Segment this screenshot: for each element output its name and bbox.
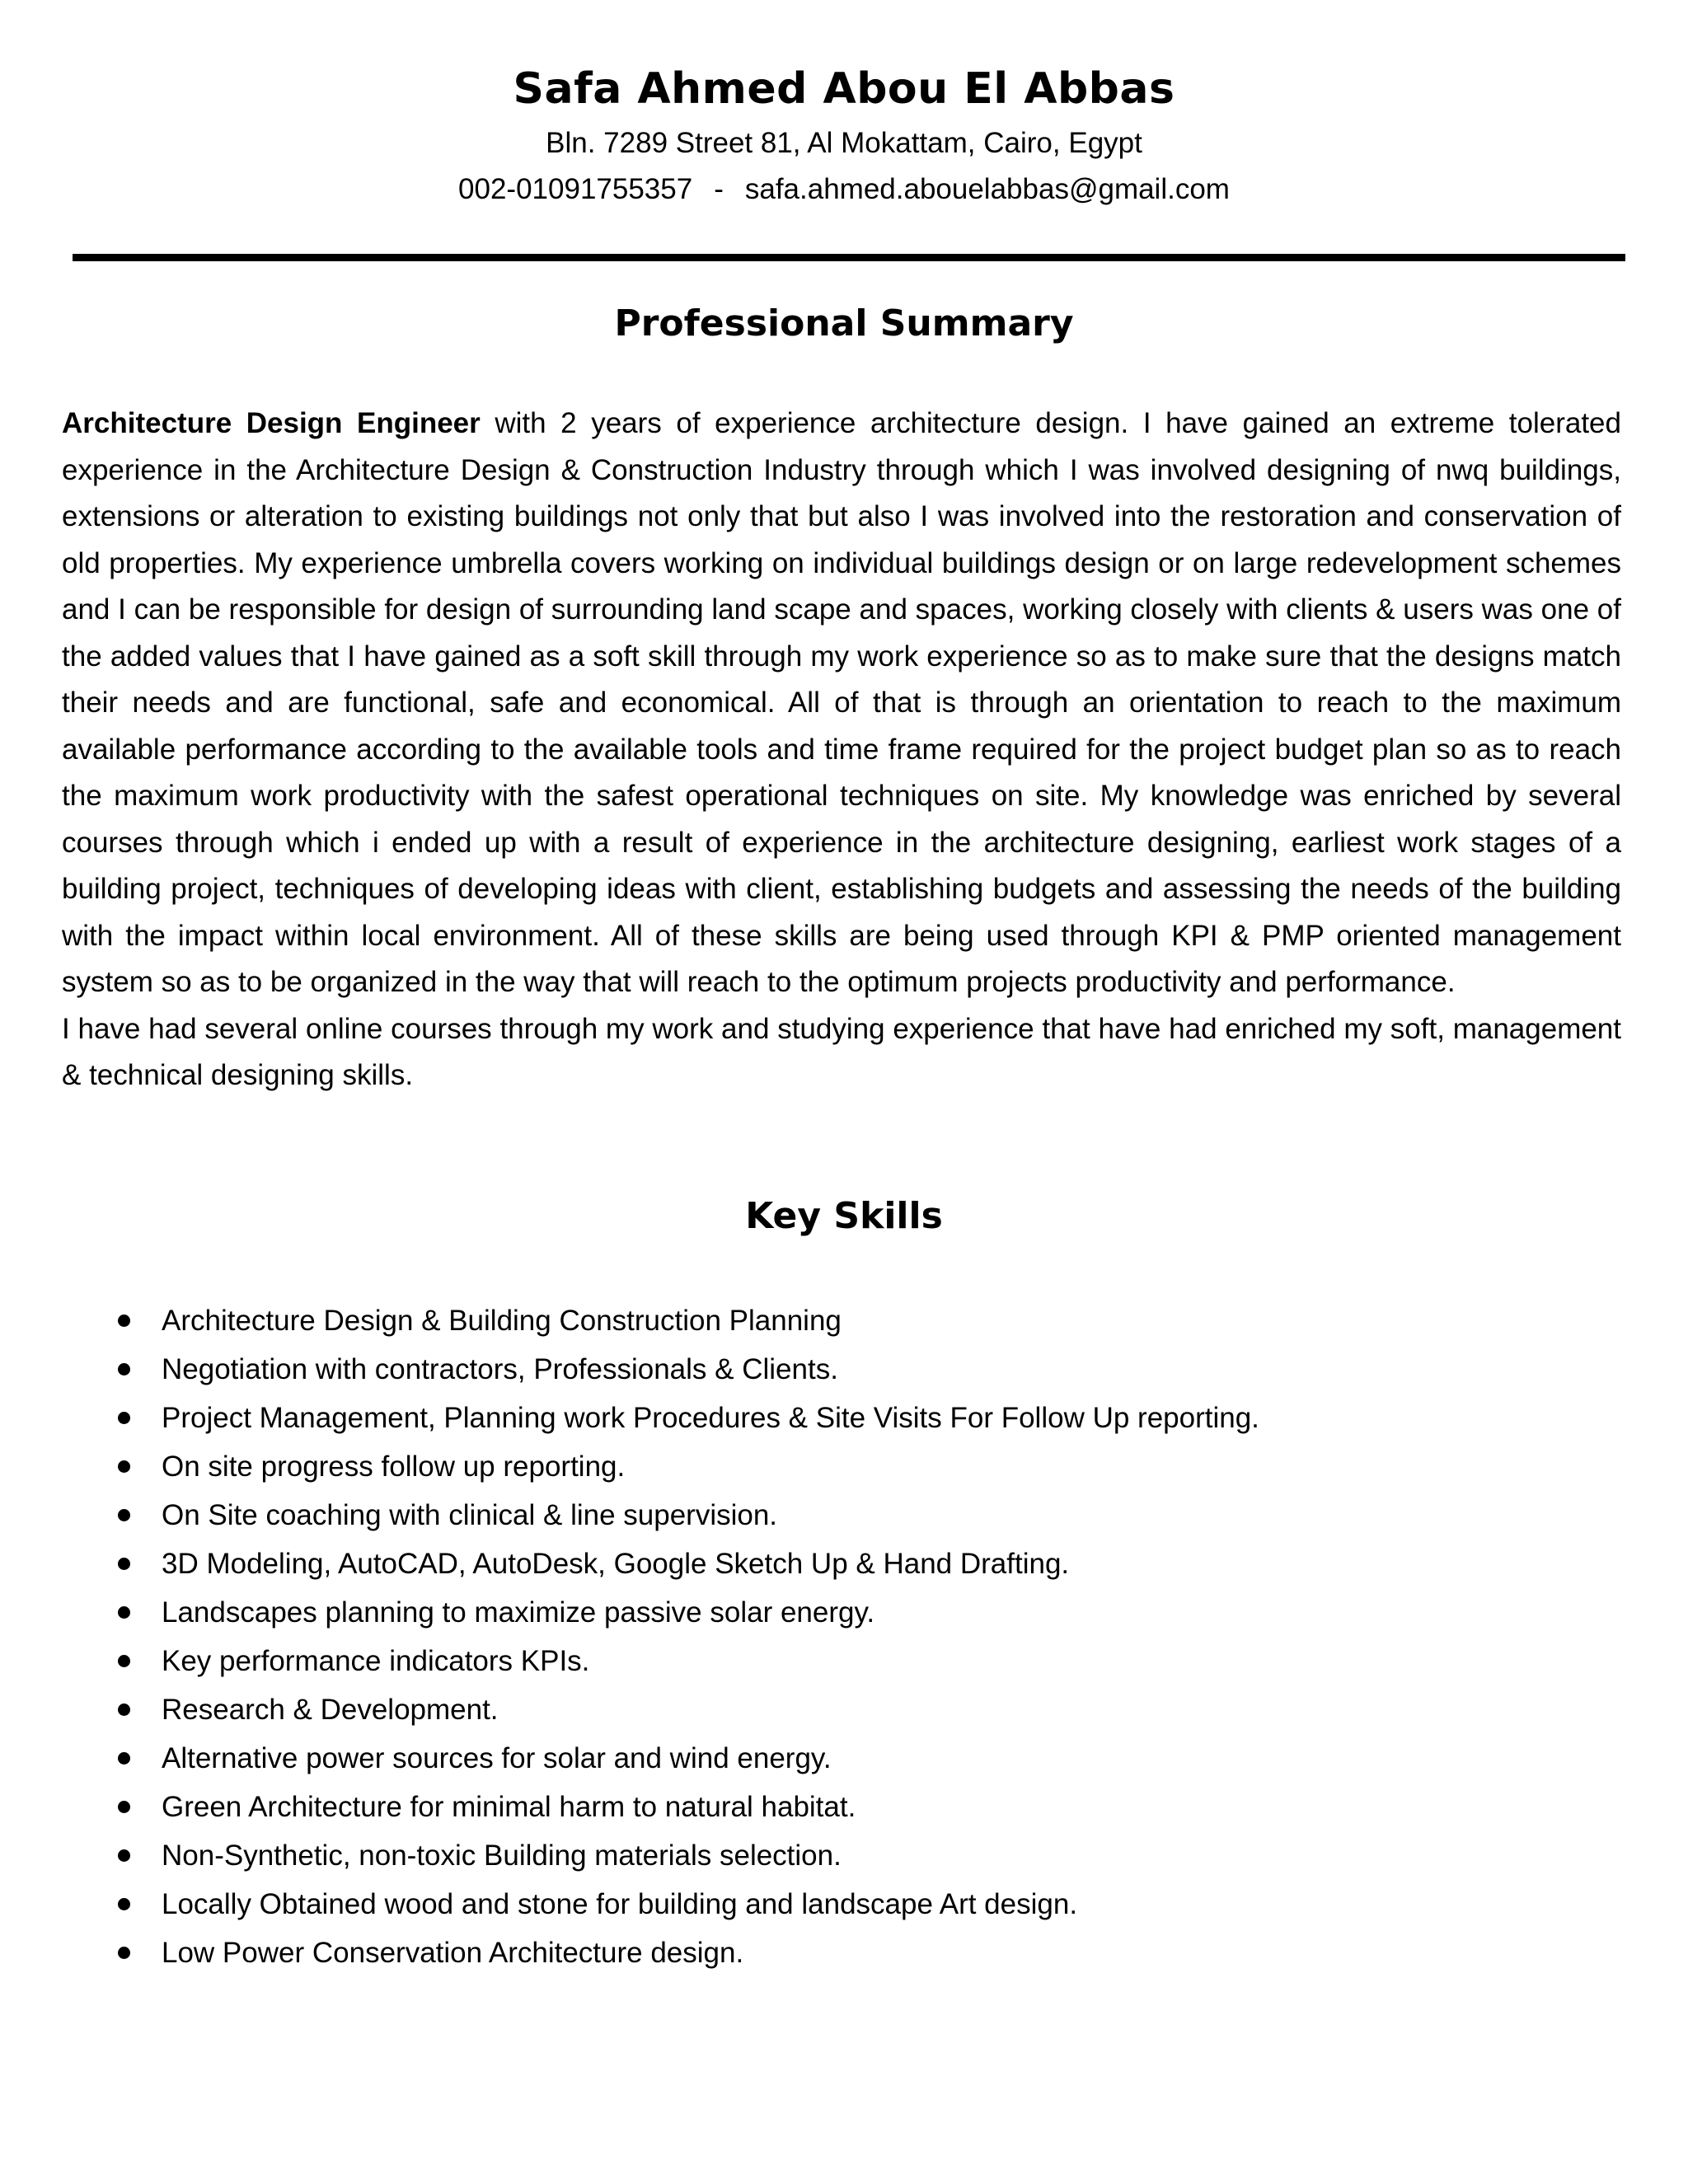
summary-paragraph-1-text: with 2 years of experience architecture design. I have gained an extreme tolerated experience in the Architecture Design & Construction Industry through which I was involved designing of nwq buildings, extensions or alteration to existing buildings not only that but also I was involved into the restoration and conservation of old properties. My experience umbrella covers working on individual buildings design or on large redevelopment schemes and I can be responsible for design of surrounding land scape and spaces, working closely with clients & users was one of the added values that I have gained as a soft skill through my work experience so as to make sure that the designs match their needs and are functional, safe and economical. All of that is through an orientation to reach to the maximum available performance according to the available tools and time frame required for the project budget plan so as to reach the maximum work productivity with the safest operational techniques on site. My knowledge was enriched by several courses through which i ended up with a result of experience in the architecture designing, earliest work stages of a building project, techniques of developing ideas with client, establishing budgets and assessing the needs of the building with the impact within local environment. All of these skills are being used through KPI & PMP oriented management system so as to be organized in the way that will reach to the optimum projects productivity and performance. [62,407,1621,998]
skill-text: On site progress follow up reporting. [162,1451,626,1483]
summary-lead: Architecture Design Engineer [62,407,481,439]
skill-item [0,1929,1688,1977]
skill-item [0,1345,1688,1394]
skill-text: Locally Obtained wood and stone for building and landscape Art design. [162,1888,1078,1920]
skill-text: Architecture Design & Building Construction Planning [162,1305,842,1337]
skill-text: Green Architecture for minimal harm to natural habitat. [162,1791,856,1823]
skill-text: Alternative power sources for solar and wind energy. [162,1742,832,1774]
skill-text: Negotiation with contractors, Professionals & Clients. [162,1353,838,1385]
skill-text: Low Power Conservation Architecture design. [162,1937,744,1969]
summary-paragraph-2: I have had several online courses through my work and studying experience that have had enriched my soft, management & technical designing skills. [62,1012,1621,1091]
skill-item [0,1831,1688,1880]
skill-item [0,1442,1688,1491]
bullet-icon [118,1315,130,1327]
candidate-address: Bln. 7289 Street 81, Al Mokattam, Cairo, Egypt [546,127,1142,159]
bullet-icon [118,1558,130,1570]
resume-header [0,58,1688,213]
bullet-icon [118,1849,130,1862]
skill-text: Research & Development. [162,1694,499,1726]
skill-item [0,1734,1688,1783]
skill-item [0,1491,1688,1540]
summary-body [62,401,1621,1099]
bullet-icon [118,1752,130,1765]
bullet-icon [118,1363,130,1376]
summary-paragraph-1 [62,401,1621,1006]
bullet-icon [118,1898,130,1910]
bullet-icon [118,1606,130,1619]
skill-text: Key performance indicators KPIs. [162,1645,590,1677]
skill-item [0,1880,1688,1929]
skill-item [0,1296,1688,1345]
skill-item [0,1394,1688,1442]
skill-item [0,1685,1688,1734]
contact-line [0,166,1688,213]
skills-heading: Key Skills [745,1195,943,1237]
bullet-icon [118,1704,130,1716]
skill-text: Non-Synthetic, non-toxic Building materials selection. [162,1840,842,1872]
bullet-icon [118,1655,130,1667]
bullet-icon [118,1460,130,1473]
skill-text: On Site coaching with clinical & line supervision. [162,1499,778,1531]
skill-text: Project Management, Planning work Procedures & Site Visits For Follow Up reporting. [162,1402,1259,1434]
bullet-icon [118,1412,130,1424]
phone-number: 002-01091755357 [458,173,693,205]
skill-text: 3D Modeling, AutoCAD, AutoDesk, Google Sketch Up & Hand Drafting. [162,1548,1070,1580]
contact-separator: - [714,173,724,205]
skill-item [0,1588,1688,1637]
skills-list [0,1296,1688,1977]
email-address: safa.ahmed.abouelabbas@gmail.com [744,173,1230,205]
skill-text: Landscapes planning to maximize passive solar energy. [162,1596,875,1629]
skill-item [0,1783,1688,1831]
skill-item [0,1540,1688,1588]
candidate-name: Safa Ahmed Abou El Abbas [513,64,1175,114]
bullet-icon [118,1509,130,1521]
bullet-icon [118,1801,130,1813]
header-divider [73,254,1625,261]
summary-heading: Professional Summary [614,302,1074,344]
bullet-icon [118,1947,130,1959]
skill-item [0,1637,1688,1685]
